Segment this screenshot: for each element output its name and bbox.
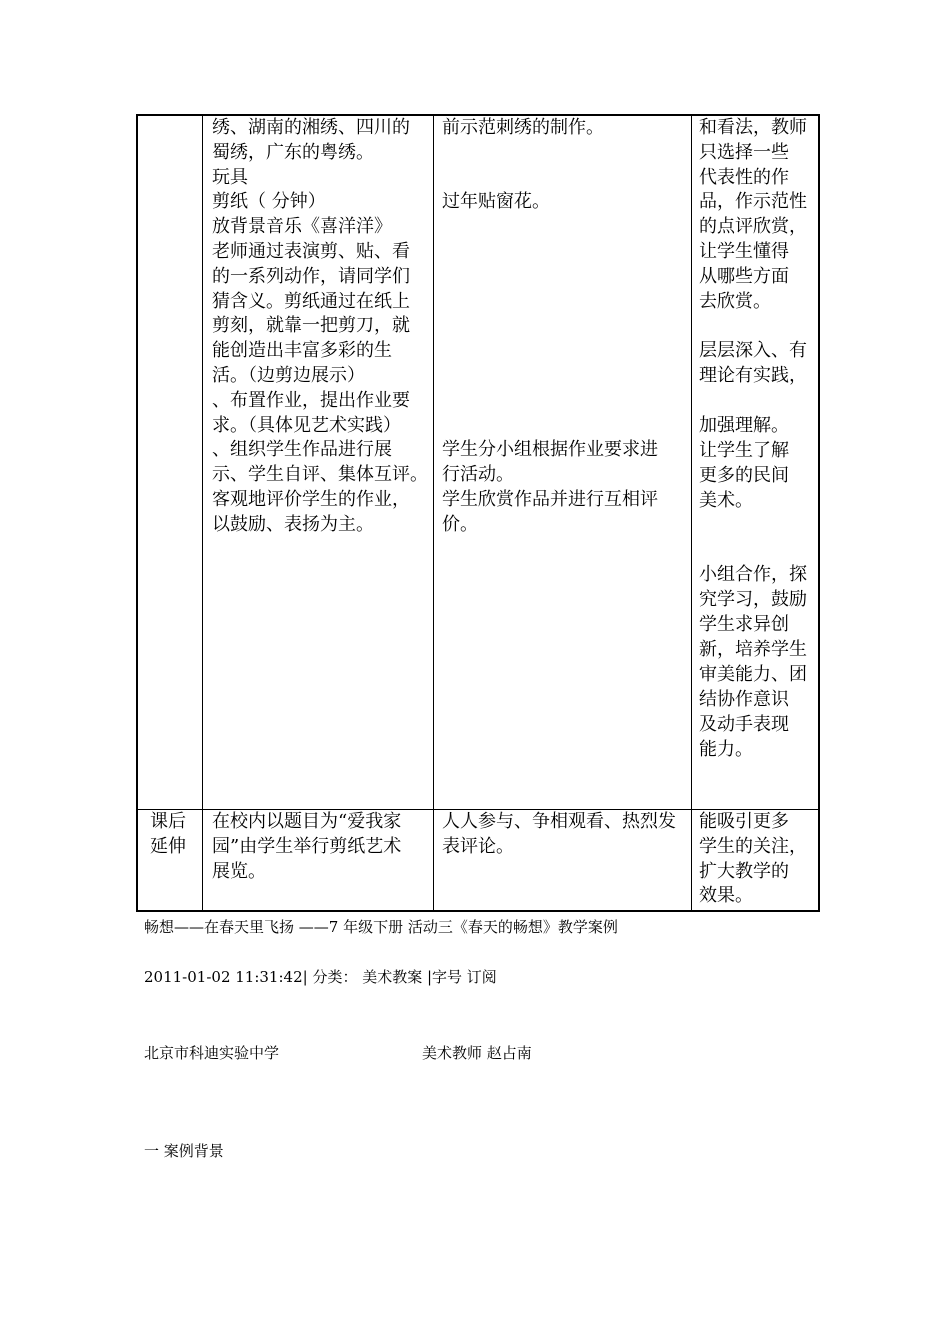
text-line: 延伸	[150, 835, 186, 857]
text-line: 表评论。	[442, 835, 514, 857]
text-line: 剪纸（ 分钟）	[212, 191, 326, 213]
text-line: 美术。	[699, 490, 753, 511]
text-line: 人人参与、争相观看、热烈发	[442, 811, 676, 832]
text-line: 示、学生自评、集体互评。	[212, 464, 428, 486]
text-line: 能吸引更多	[699, 811, 789, 832]
text-line: 的一系列动作，请同学们	[212, 265, 410, 287]
table-cell	[137, 115, 203, 810]
text-line: 行活动。	[442, 464, 514, 485]
text-line: 新，培养学生	[699, 639, 807, 660]
text-line: 审美能力、团	[699, 664, 807, 685]
table-cell	[692, 115, 820, 810]
student-activity-cell	[434, 116, 691, 809]
text-line: 园”由学生举行剪纸艺术	[212, 835, 402, 857]
text-line: 和看法，教师	[699, 117, 807, 138]
text-line: 扩大教学的	[699, 860, 789, 882]
teacher-activity-cell	[203, 116, 433, 809]
text-line: 玩具	[212, 166, 248, 188]
article-meta: 2011-01-02 11:31:42| 分类： 美术教案 |字号 订阅	[144, 968, 497, 986]
text-line: 过年贴窗花。	[442, 191, 550, 212]
table-cell	[692, 810, 820, 912]
lesson-plan-table	[136, 114, 820, 912]
text-line: 让学生了解	[699, 440, 789, 461]
table-row	[137, 115, 819, 810]
text-line: 结协作意识	[699, 689, 789, 710]
text-line: 蜀绣，广东的粤绣。	[212, 141, 374, 163]
stage-label-cell	[138, 810, 202, 910]
text-line: 的点评欣赏，	[699, 216, 807, 238]
text-line: 、组织学生作品进行展	[212, 439, 392, 461]
school-name: 北京市科迪实验中学	[144, 1044, 280, 1062]
text-line: 前示范刺绣的制作。	[442, 117, 604, 138]
text-line: 究学习，鼓励	[699, 589, 807, 610]
text-line: 客观地评价学生的作业，	[212, 489, 410, 510]
table-cell	[434, 810, 692, 912]
text-line: 绣、湖南的湘绣、四川的	[212, 117, 410, 138]
text-line: 从哪些方面	[699, 265, 789, 287]
article-title: 畅想——在春天里飞扬 ——7 年级下册 活动三《春天的畅想》教学案例	[144, 918, 618, 936]
table-cell	[203, 115, 434, 810]
text-line: 学生分小组根据作业要求进	[442, 439, 658, 460]
text-line: 层层深入、有	[699, 340, 807, 361]
text-line: 价。	[442, 514, 478, 535]
text-line: 小组合作，探	[699, 564, 807, 585]
text-line: 效果。	[699, 885, 753, 907]
text-line: 学生的关注，	[699, 835, 807, 857]
teacher-name: 美术教师 赵占南	[422, 1044, 532, 1062]
text-line: 猜含义。剪纸通过在纸上	[212, 290, 410, 312]
text-line: 求。（具体见艺术实践）	[212, 414, 401, 436]
design-intent-cell	[692, 810, 818, 910]
student-activity-cell	[434, 810, 691, 910]
text-line: 学生欣赏作品并进行互相评	[442, 489, 658, 510]
text-line: 在校内以题目为“爱我家	[212, 811, 402, 832]
design-intent-cell	[692, 116, 818, 809]
text-line: 展览。	[212, 860, 266, 882]
text-line: 只选择一些	[699, 141, 789, 163]
text-line: 放背景音乐《喜洋洋》	[212, 216, 392, 238]
table-row	[137, 810, 819, 912]
text-line: 能力。	[699, 739, 753, 760]
table-cell	[203, 810, 434, 912]
text-line: 课后	[150, 811, 186, 832]
text-line: 让学生懂得	[699, 241, 789, 262]
table-cell	[137, 810, 203, 912]
table-cell	[434, 115, 692, 810]
text-line: 学生求异创	[699, 614, 789, 635]
text-line: 能创造出丰富多彩的生	[212, 340, 392, 362]
text-line: 以鼓励、表扬为主。	[212, 513, 374, 535]
text-line: 更多的民间	[699, 465, 789, 486]
text-line: 品，作示范性	[699, 191, 807, 213]
text-line: 加强理解。	[699, 415, 789, 436]
text-line: 剪刻，就靠一把剪刀，就	[212, 315, 410, 337]
section-heading: 一 案例背景	[144, 1142, 224, 1160]
text-line: 及动手表现	[699, 714, 789, 735]
text-line: 活。（边剪边展示）	[212, 365, 365, 386]
text-line: 去欣赏。	[699, 290, 771, 312]
text-line: 代表性的作	[699, 166, 789, 188]
teacher-activity-cell	[203, 810, 433, 910]
text-line: 老师通过表演剪、贴、看	[212, 241, 410, 262]
text-line: 、布置作业，提出作业要	[212, 389, 410, 411]
text-line: 理论有实践，	[699, 365, 807, 386]
